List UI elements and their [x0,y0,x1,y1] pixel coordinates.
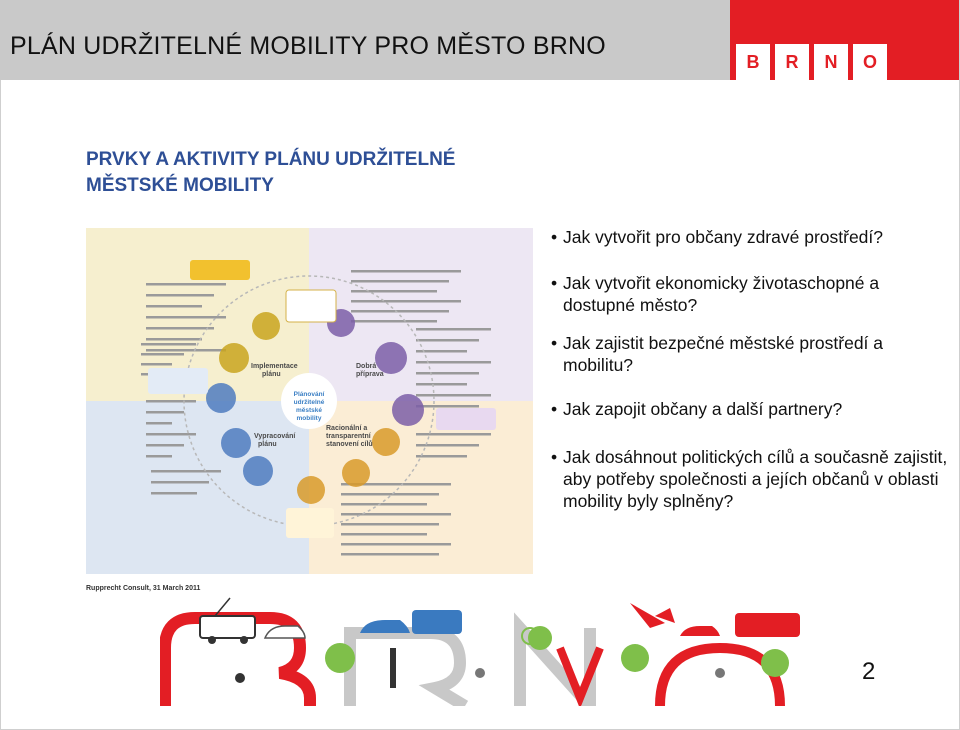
question-item: • Jak zajistit bezpečné městské prostředí a mobilitu? [551,332,951,376]
activity-row [146,455,172,458]
activity-row [341,503,427,506]
activity-row [351,300,461,303]
step-circle [252,312,280,340]
activity-row [146,444,184,447]
activity-row [341,493,439,496]
activity-row [416,339,479,342]
diagram-svg [86,228,533,574]
slide-title: PLÁN UDRŽITELNÉ MOBILITY PRO MĚSTO BRNO [10,32,606,60]
milestone-box-left [148,368,208,394]
page-number: 2 [862,658,876,685]
tree-icon [325,643,355,673]
activity-row [416,383,467,386]
letter-r-shape [350,633,465,706]
airplane-icon [630,603,675,628]
diagram-center-label: Plánování [293,391,325,398]
activity-row [351,290,437,293]
activity-row [341,533,427,536]
step-circle [342,459,370,487]
activity-row [146,338,202,341]
activity-row [146,422,172,425]
diagram-center-label-3: městské [295,407,323,414]
diagram-title-line-1: PRVKY A AKTIVITY PLÁNU UDRŽITELNÉ [86,149,456,170]
step-circle [375,342,407,374]
tree-icon [761,649,789,677]
traffic-light-icon [390,648,396,688]
activity-row [151,481,209,484]
activity-row [146,283,226,286]
activity-row [351,320,437,323]
activity-row [351,310,449,313]
activity-row [146,327,214,330]
quadrant-label-implementation: Implementace [251,363,298,370]
step-circle [297,476,325,504]
red-car-icon [680,626,720,636]
quadrant-label-elaboration-2: plánu [258,441,277,448]
car-icon [265,626,305,638]
pedestrian-icon [715,668,725,678]
question-list [551,226,951,512]
logo-letter-o: O [853,44,887,80]
step-circle [392,394,424,426]
tree-icon [621,644,649,672]
logo-letter-b: B [736,44,770,80]
quadrant-plan-elaboration [86,401,309,574]
activity-row [416,433,491,436]
quadrant-label-goals: Racionální a [326,425,368,432]
logo-letter-r: R [775,44,809,80]
step-circle [219,343,249,373]
transport-illustration [160,588,860,706]
wheel-icon [208,636,216,644]
diagram-center-label-2: udržitelné [293,399,325,406]
activity-row [141,353,184,356]
logo-letter-n: N [814,44,848,80]
activity-row [341,513,451,516]
quadrant-label-preparation: Dobrá [356,363,377,370]
activity-row [416,455,467,458]
quadrant-label-goals-3: stanovení cílů [326,441,373,448]
question-item: • Jak vytvořit pro občany zdravé prostředí? [551,226,951,248]
tree-icon [528,626,552,650]
diagram-title [86,147,455,199]
blue-bus-icon [412,610,462,634]
activity-row [341,553,439,556]
activity-row [146,400,196,403]
activity-row [146,316,226,319]
milestone-box-top [286,290,336,322]
step-circle [372,428,400,456]
activity-row [341,543,451,546]
activity-row [416,372,479,375]
activity-row [146,433,196,436]
question-item: • Jak zapojit občany a další partnery? [551,398,951,420]
quadrant-label-goals-2: transparentní [326,433,371,440]
quadrant-label-preparation-2: příprava [356,371,384,378]
activity-row [416,394,491,397]
diagram-center-label-4: mobility [296,415,322,422]
step-circle [243,456,273,486]
activity-row [351,280,449,283]
header-bar [0,0,730,80]
diagram-title-line-2: MĚSTSKÉ MOBILITY [86,175,274,196]
activity-row [416,405,479,408]
activity-row [141,363,172,366]
pedestrian-icon [475,668,485,678]
question-item: • Jak dosáhnout politických cílů a současně zajistit, aby potřeby společnosti a jejích občanů v oblasti mobility byly splněny? [551,446,951,512]
activity-row [341,523,439,526]
activity-row [146,305,202,308]
quadrant-label-implementation-2: plánu [262,371,281,378]
activity-row [151,492,197,495]
mobility-cycle-diagram [86,228,533,574]
question-item: • Jak vytvořit ekonomicky životaschopné a dostupné město? [551,272,951,316]
tram-icon [735,613,800,637]
wheel-icon [240,636,248,644]
milestone-box-right [436,408,496,430]
illustration-svg [160,588,860,706]
activity-row [151,470,221,473]
activity-row [351,270,461,273]
step-circle [206,383,236,413]
activity-row [416,328,491,331]
pedestrian-icon [235,673,245,683]
activity-row [146,294,214,297]
milestone-box-top-left [190,260,250,280]
quadrant-label-elaboration: Vypracování [254,433,296,440]
blue-car-icon [360,620,410,633]
trolleybus-icon [200,616,255,638]
brno-logo [730,0,959,80]
step-circle [221,428,251,458]
activity-row [146,349,226,352]
source-credit: Rupprecht Consult, 31 March 2011 [86,585,201,592]
milestone-box-bottom [286,508,334,538]
activity-row [146,411,184,414]
activity-row [141,343,196,346]
